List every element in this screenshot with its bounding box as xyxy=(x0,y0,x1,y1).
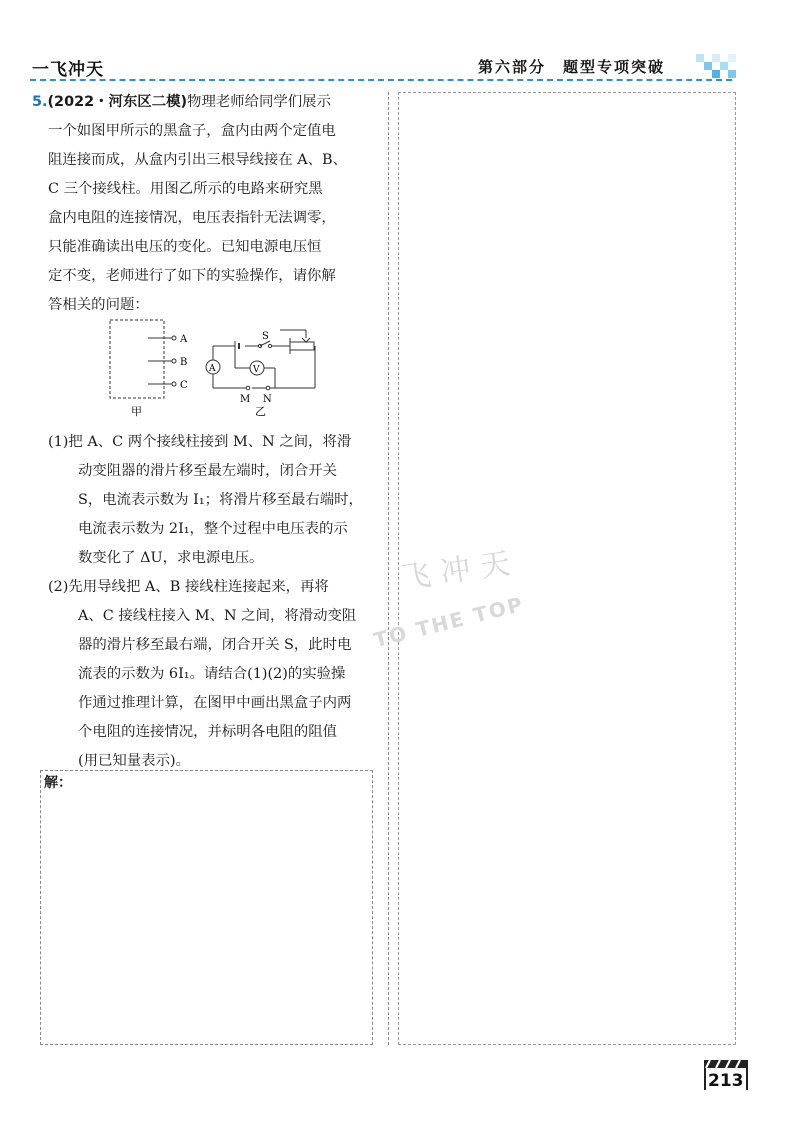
page-number: 213 xyxy=(708,1071,744,1091)
part-line: 器的滑片移至最右端，闭合开关 S，此时电 xyxy=(78,637,352,653)
battery-symbol xyxy=(235,341,239,351)
part-line: 流表的示数为 6I₁。请结合(1)(2)的实验操 xyxy=(78,666,346,682)
figure-yi-label: 乙 xyxy=(255,405,266,418)
question-first-line xyxy=(32,88,382,117)
terminal-c xyxy=(172,382,176,386)
watermark-chinese: 飞冲天 xyxy=(398,544,523,597)
page-number-badge xyxy=(702,1058,750,1092)
question-stem xyxy=(32,88,382,320)
terminal-b-label: B xyxy=(180,357,188,368)
stem-line: C 三个接线柱。用图乙所示的电路来研究黑 xyxy=(48,181,323,197)
terminal-m xyxy=(246,386,250,390)
stem-line: 定不变，老师进行了如下的实验操作，请你解 xyxy=(48,268,336,284)
stem-line: 只能准确读出电压的变化。已知电源电压恒 xyxy=(48,239,322,255)
terminal-b xyxy=(172,359,176,363)
part-line: A、C 接线柱接入 M、N 之间，将滑动变阻 xyxy=(78,608,357,624)
brand-logo-text: 一飞冲天 xyxy=(32,60,104,80)
header-divider xyxy=(30,79,732,81)
section-title: 第六部分 题型专项突破 xyxy=(478,58,666,76)
ammeter-label: A xyxy=(209,364,216,374)
terminal-n xyxy=(266,386,270,390)
terminal-n-label: N xyxy=(263,394,272,405)
part-line: (2)先用导线把 A、B 接线柱连接起来，再将 xyxy=(48,579,329,595)
stem-line: 一个如图甲所示的黑盒子，盒内由两个定值电 xyxy=(48,123,336,139)
terminal-wires xyxy=(148,338,172,384)
decorative-squares-icon xyxy=(696,54,736,80)
rheostat-slider-icon xyxy=(302,338,310,342)
black-box xyxy=(110,320,164,398)
terminal-a-label: A xyxy=(180,334,188,345)
answer-area[interactable] xyxy=(40,770,373,1045)
part-line: (用已知量表示)。 xyxy=(78,753,190,769)
part-line: 个电阻的连接情况，并标明各电阻的阻值 xyxy=(78,724,338,740)
watermark-english: TO THE TOP xyxy=(371,591,527,653)
question-source: (2022・河东区二模) xyxy=(47,94,188,110)
rheostat xyxy=(290,342,314,350)
stem-line: 答相关的问题： xyxy=(48,297,149,313)
column-divider xyxy=(388,92,389,1045)
part-line: (1)把 A、C 两个接线柱接到 M、N 之间，将滑 xyxy=(48,434,352,450)
stem-line: 盒内电阻的连接情况，电压表指针无法调零， xyxy=(48,210,336,226)
part-line: 电流表示数为 2I₁，整个过程中电压表的示 xyxy=(78,521,348,537)
stem-line: 阻连接而成，从盒内引出三根导线接在 A、B、 xyxy=(48,152,347,168)
stem-line: 物理老师给同学们展示 xyxy=(187,94,331,110)
answer-label: 解： xyxy=(44,775,72,791)
switch-label: S xyxy=(262,331,269,342)
part-line: 动变阻器的滑片移至最左端时，闭合开关 xyxy=(78,463,338,479)
circuit-diagram xyxy=(100,316,330,424)
part-line: 数变化了 ΔU，求电源电压。 xyxy=(78,550,264,566)
voltmeter-label: V xyxy=(253,365,260,375)
figure-jia-label: 甲 xyxy=(131,405,142,418)
terminal-a xyxy=(172,336,176,340)
part-line: 作通过推理计算，在图甲中画出黑盒子内两 xyxy=(78,695,352,711)
part-line: S，电流表示数为 I₁；将滑片移至最右端时， xyxy=(78,492,363,508)
terminal-c-label: C xyxy=(180,380,188,391)
question-number: 5. xyxy=(32,94,48,110)
question-part-2 xyxy=(48,573,382,776)
terminal-m-label: M xyxy=(240,394,251,405)
question-part-1 xyxy=(48,428,382,573)
